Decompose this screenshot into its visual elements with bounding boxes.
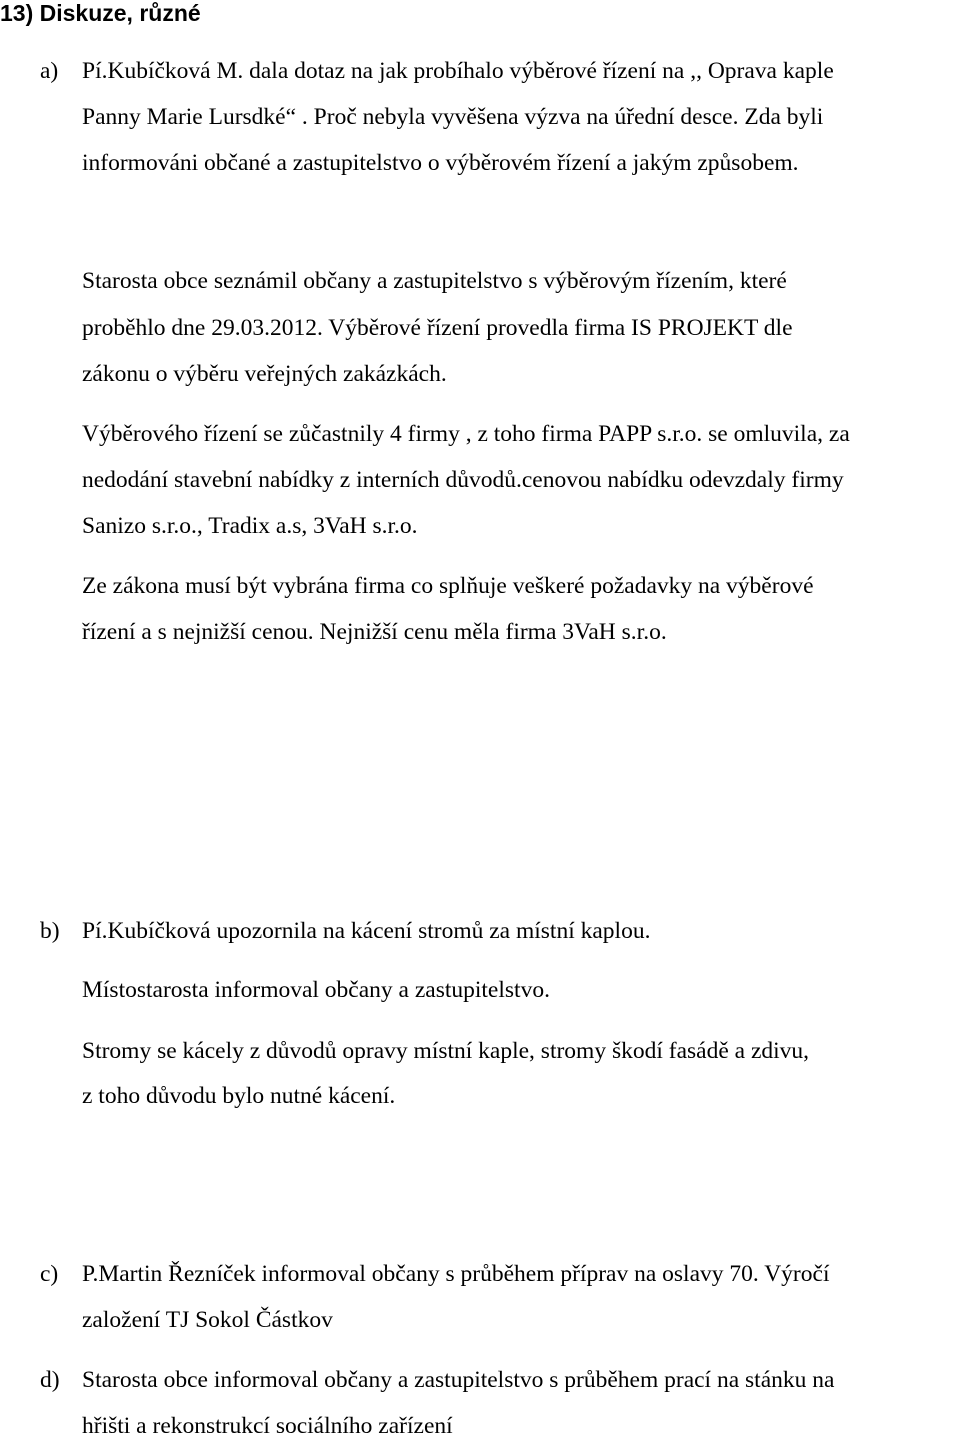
item-marker-a: a): [40, 58, 59, 84]
item-c-line-1: P.Martin Řezníček informoval občany s průběhem příprav na oslavy 70. Výročí: [82, 1261, 830, 1287]
item-c-line-2: založení TJ Sokol Částkov: [82, 1307, 333, 1333]
item-a-answer-5: nedodání stavební nabídky z interních důvodů.cenovou nabídku odevzdaly firmy: [82, 467, 844, 493]
item-a-answer-4: Výběrového řízení se zůčastnily 4 firmy , z toho firma PAPP s.r.o. se omluvila, za: [82, 421, 850, 447]
item-a-line-3: informováni občané a zastupitelstvo o výběrovém řízení a jakým způsobem.: [82, 150, 799, 176]
item-b-answer-1: Místostarosta informoval občany a zastupitelstvo.: [82, 977, 550, 1003]
item-d-line-1: Starosta obce informoval občany a zastupitelstvo s průběhem prací na stánku na: [82, 1367, 835, 1393]
item-b-answer-3: z toho důvodu bylo nutné kácení.: [82, 1083, 396, 1109]
item-a-answer-3: zákonu o výběru veřejných zakázkách.: [82, 361, 447, 387]
section-heading: 13) Diskuze, různé: [0, 0, 201, 26]
item-a-line-2: Panny Marie Lursdké“ . Proč nebyla vyvěšena výzva na úřední desce. Zda byli: [82, 104, 824, 130]
item-a-answer-6: Sanizo s.r.o., Tradix a.s, 3VaH s.r.o.: [82, 513, 418, 539]
item-a-answer-7: Ze zákona musí být vybrána firma co splňuje veškeré požadavky na výběrové: [82, 573, 814, 599]
item-marker-d: d): [40, 1367, 60, 1393]
item-a-answer-8: řízení a s nejnižší cenou. Nejnižší cenu měla firma 3VaH s.r.o.: [82, 619, 667, 645]
item-marker-b: b): [40, 918, 60, 944]
item-a-line-1: Pí.Kubíčková M. dala dotaz na jak probíhalo výběrové řízení na ,, Oprava kaple: [82, 58, 834, 84]
item-b-line-1: Pí.Kubíčková upozornila na kácení stromů za místní kaplou.: [82, 918, 651, 944]
item-b-answer-2: Stromy se kácely z důvodů opravy místní kaple, stromy škodí fasádě a zdivu,: [82, 1038, 810, 1064]
item-d-line-2: hřišti a rekonstrukcí sociálního zařízení: [82, 1413, 453, 1439]
item-a-answer-2: proběhlo dne 29.03.2012. Výběrové řízení provedla firma IS PROJEKT dle: [82, 315, 793, 341]
item-marker-c: c): [40, 1261, 59, 1287]
item-a-answer-1: Starosta obce seznámil občany a zastupitelstvo s výběrovým řízením, které: [82, 268, 787, 294]
